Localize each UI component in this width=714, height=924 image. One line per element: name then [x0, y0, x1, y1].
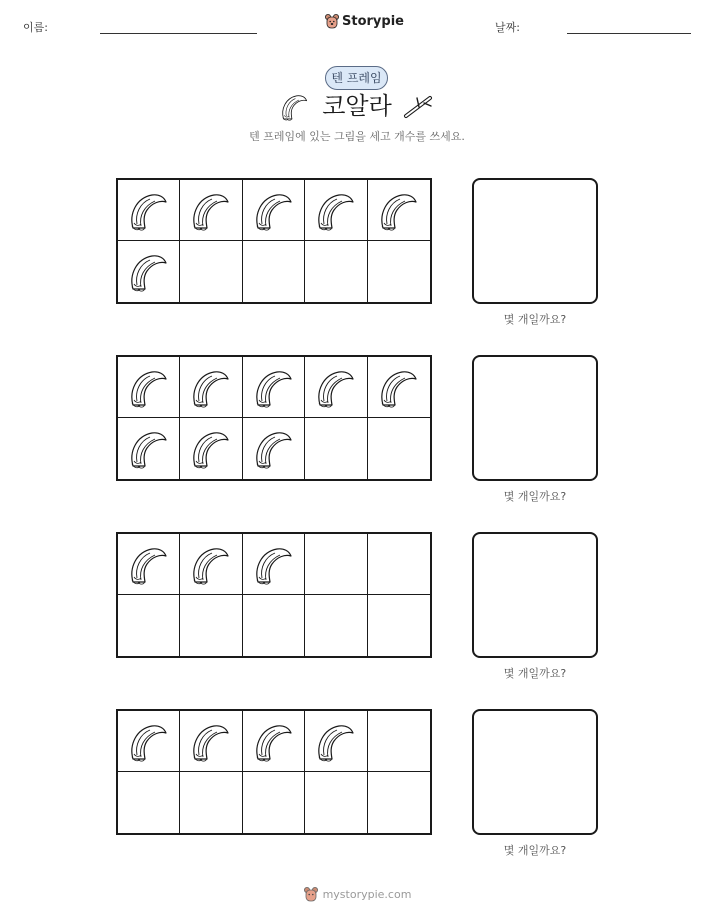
- koala-claw-icon: [253, 367, 293, 409]
- instructions: 텐 프레임에 있는 그림을 세고 개수를 쓰세요.: [249, 130, 465, 143]
- koala-claw-icon: [253, 544, 293, 586]
- date-field[interactable]: [567, 33, 691, 34]
- ten-frame-cell: [118, 418, 180, 479]
- date-label: 날짜:: [495, 21, 520, 34]
- ten-frame-cell: [305, 772, 367, 833]
- ten-frame-cell: [243, 241, 305, 302]
- koala-claw-icon: [190, 428, 230, 470]
- ten-frame-cell: [243, 772, 305, 833]
- footer-site: mystorypie.com: [322, 887, 412, 901]
- ten-frame-cell: [243, 595, 305, 656]
- koala-claw-icon: [190, 721, 230, 763]
- ten-frame-cell: [305, 711, 367, 772]
- koala-mascot-icon: [325, 13, 339, 29]
- koala-claw-icon: [128, 190, 168, 232]
- ten-frame-cell: [180, 180, 242, 241]
- ten-frame-cell: [118, 711, 180, 772]
- ten-frame-cell: [305, 418, 367, 479]
- ten-frame-cell: [305, 357, 367, 418]
- koala-claw-icon: [128, 428, 168, 470]
- ten-frame-cell: [118, 180, 180, 241]
- koala-claw-icon: [128, 367, 168, 409]
- branch-icon: [402, 92, 436, 120]
- koala-claw-icon: [253, 190, 293, 232]
- koala-claw-icon: [128, 721, 168, 763]
- ten-frame-cell: [180, 772, 242, 833]
- ten-frame-cell: [243, 534, 305, 595]
- ten-frame-cell: [118, 357, 180, 418]
- ten-frame-cell: [180, 711, 242, 772]
- answer-box[interactable]: [472, 355, 598, 481]
- ten-frame-cell: [368, 241, 430, 302]
- ten-frame-cell: [368, 180, 430, 241]
- koala-claw-icon: [253, 428, 293, 470]
- ten-frame-cell: [305, 534, 367, 595]
- ten-frame-cell: [180, 534, 242, 595]
- ten-frame-cell: [180, 357, 242, 418]
- ten-frame-cell: [118, 772, 180, 833]
- answer-box[interactable]: [472, 709, 598, 835]
- ten-frame-cell: [243, 357, 305, 418]
- koala-claw-icon: [128, 251, 168, 293]
- koala-claw-icon: [128, 544, 168, 586]
- ten-frame-cell: [118, 534, 180, 595]
- koala-claw-icon: [315, 190, 355, 232]
- ten-frame-1: [116, 178, 432, 304]
- ten-frame-cell: [368, 595, 430, 656]
- koala-claw-icon: [378, 367, 418, 409]
- koala-claw-icon: [190, 367, 230, 409]
- ten-frame-4: [116, 709, 432, 835]
- ten-frame-cell: [243, 711, 305, 772]
- ten-frame-badge: 텐 프레임: [325, 66, 388, 90]
- ten-frame-cell: [368, 711, 430, 772]
- answer-box[interactable]: [472, 178, 598, 304]
- koala-claw-icon: [190, 190, 230, 232]
- footer: [0, 886, 714, 902]
- count-question: 몇 개일까요?: [503, 313, 567, 326]
- ten-frame-cell: [368, 357, 430, 418]
- koala-mascot-icon: [303, 886, 319, 902]
- ten-frame-cell: [118, 595, 180, 656]
- ten-frame-cell: [243, 180, 305, 241]
- ten-frame-3: [116, 532, 432, 658]
- ten-frame-cell: [180, 418, 242, 479]
- ten-frame-cell: [368, 772, 430, 833]
- ten-frame-2: [116, 355, 432, 481]
- ten-frame-cell: [180, 241, 242, 302]
- count-question: 몇 개일까요?: [503, 667, 567, 680]
- name-field[interactable]: [100, 33, 257, 34]
- ten-frame-cell: [368, 534, 430, 595]
- page-title: 코알라: [322, 92, 392, 120]
- count-question: 몇 개일까요?: [503, 844, 567, 857]
- ten-frame-cell: [368, 418, 430, 479]
- name-label: 이름:: [23, 21, 48, 34]
- logo-text: Storypie: [342, 13, 404, 29]
- ten-frame-cell: [180, 595, 242, 656]
- title-row: [0, 90, 714, 124]
- answer-box[interactable]: [472, 532, 598, 658]
- ten-frame-cell: [305, 180, 367, 241]
- koala-claw-icon: [190, 544, 230, 586]
- koala-claw-icon: [315, 367, 355, 409]
- ten-frame-cell: [305, 595, 367, 656]
- koala-claw-icon: [253, 721, 293, 763]
- ten-frame-cell: [305, 241, 367, 302]
- count-question: 몇 개일까요?: [503, 490, 567, 503]
- koala-claw-icon: [315, 721, 355, 763]
- ten-frame-cell: [118, 241, 180, 302]
- ten-frame-cell: [243, 418, 305, 479]
- storypie-logo: [325, 13, 404, 29]
- koala-claw-icon: [378, 190, 418, 232]
